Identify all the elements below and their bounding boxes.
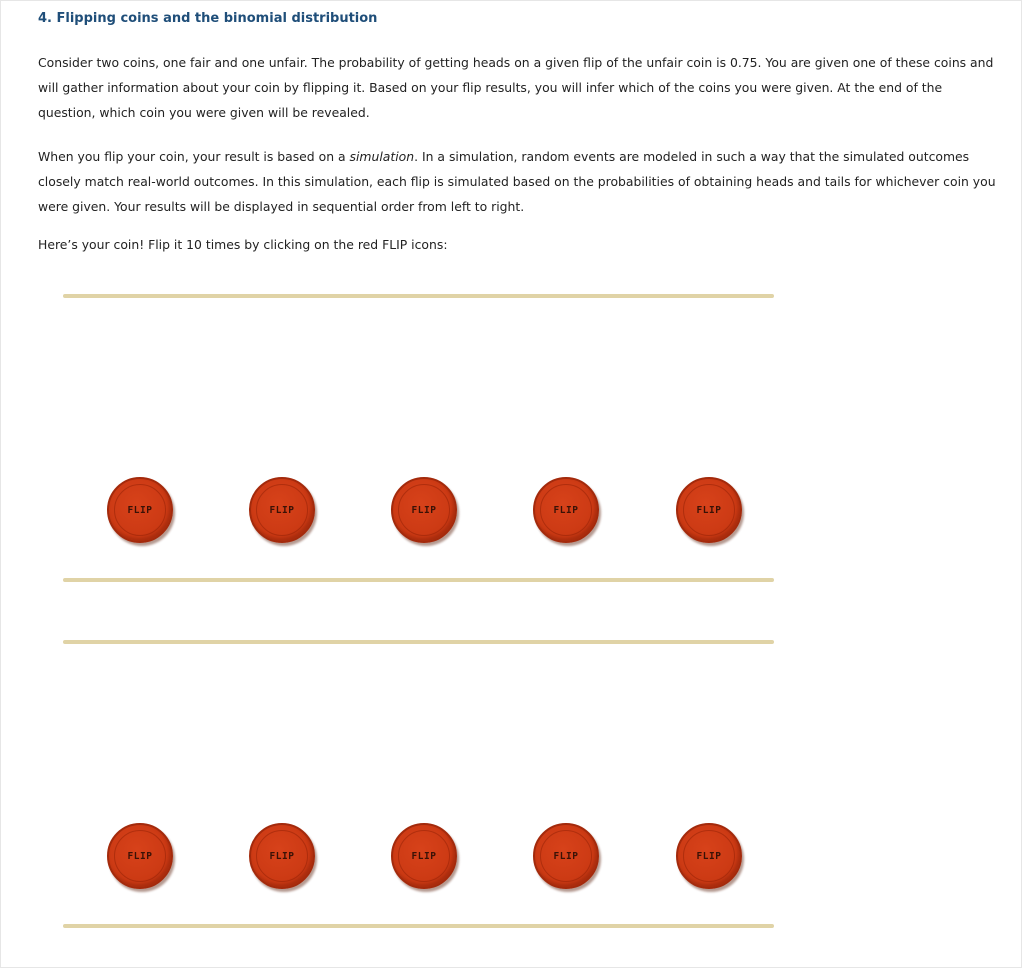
row1-bottom-divider <box>63 578 774 582</box>
flip-button-9[interactable] <box>533 823 599 889</box>
flip-button-label: FLIP <box>411 504 437 516</box>
flip-button-7[interactable] <box>249 823 315 889</box>
flip-button-label: FLIP <box>269 504 295 516</box>
intro-paragraph: Consider two coins, one fair and one unfair. The probability of getting heads on a given flip of the unfair coin is 0.75. You are given one of these coins and will gather information about your coin by flipping it. Based on your flip results, you will infer which of the coins you were given. At the end of the question, which coin you were given will be revealed. <box>38 55 994 120</box>
results-top-divider <box>63 294 774 298</box>
flip-button-label: FLIP <box>269 850 295 862</box>
simulation-text-end: . In a simulation, random events are modeled in such a way that the simulated outcomes closely match real-world outcomes. In this simulation, each flip is simulated based on the probabilities of obtaining heads and tails for whichever coin you were given. Your results will be displayed in sequential order from left to right. <box>38 149 996 214</box>
simulation-paragraph <box>38 144 996 219</box>
flip-button-label: FLIP <box>553 504 579 516</box>
flip-button-label: FLIP <box>553 850 579 862</box>
flip-button-4[interactable] <box>533 477 599 543</box>
question-title: 4. Flipping coins and the binomial distribution <box>38 11 378 26</box>
results-bottom-divider <box>63 924 774 928</box>
flip-button-2[interactable] <box>249 477 315 543</box>
simulation-term: simulation <box>349 149 415 164</box>
flip-button-8[interactable] <box>391 823 457 889</box>
flip-button-label: FLIP <box>127 504 153 516</box>
flip-button-label: FLIP <box>696 850 722 862</box>
flip-button-5[interactable] <box>676 477 742 543</box>
instruction-paragraph: Here’s your coin! Flip it 10 times by clicking on the red FLIP icons: <box>38 237 448 252</box>
flip-button-label: FLIP <box>127 850 153 862</box>
simulation-text-start: When you flip your coin, your result is based on a <box>38 149 350 164</box>
flip-button-1[interactable] <box>107 477 173 543</box>
flip-button-label: FLIP <box>411 850 437 862</box>
flip-button-6[interactable] <box>107 823 173 889</box>
flip-button-label: FLIP <box>696 504 722 516</box>
flip-button-3[interactable] <box>391 477 457 543</box>
flip-button-10[interactable] <box>676 823 742 889</box>
row2-top-divider <box>63 640 774 644</box>
